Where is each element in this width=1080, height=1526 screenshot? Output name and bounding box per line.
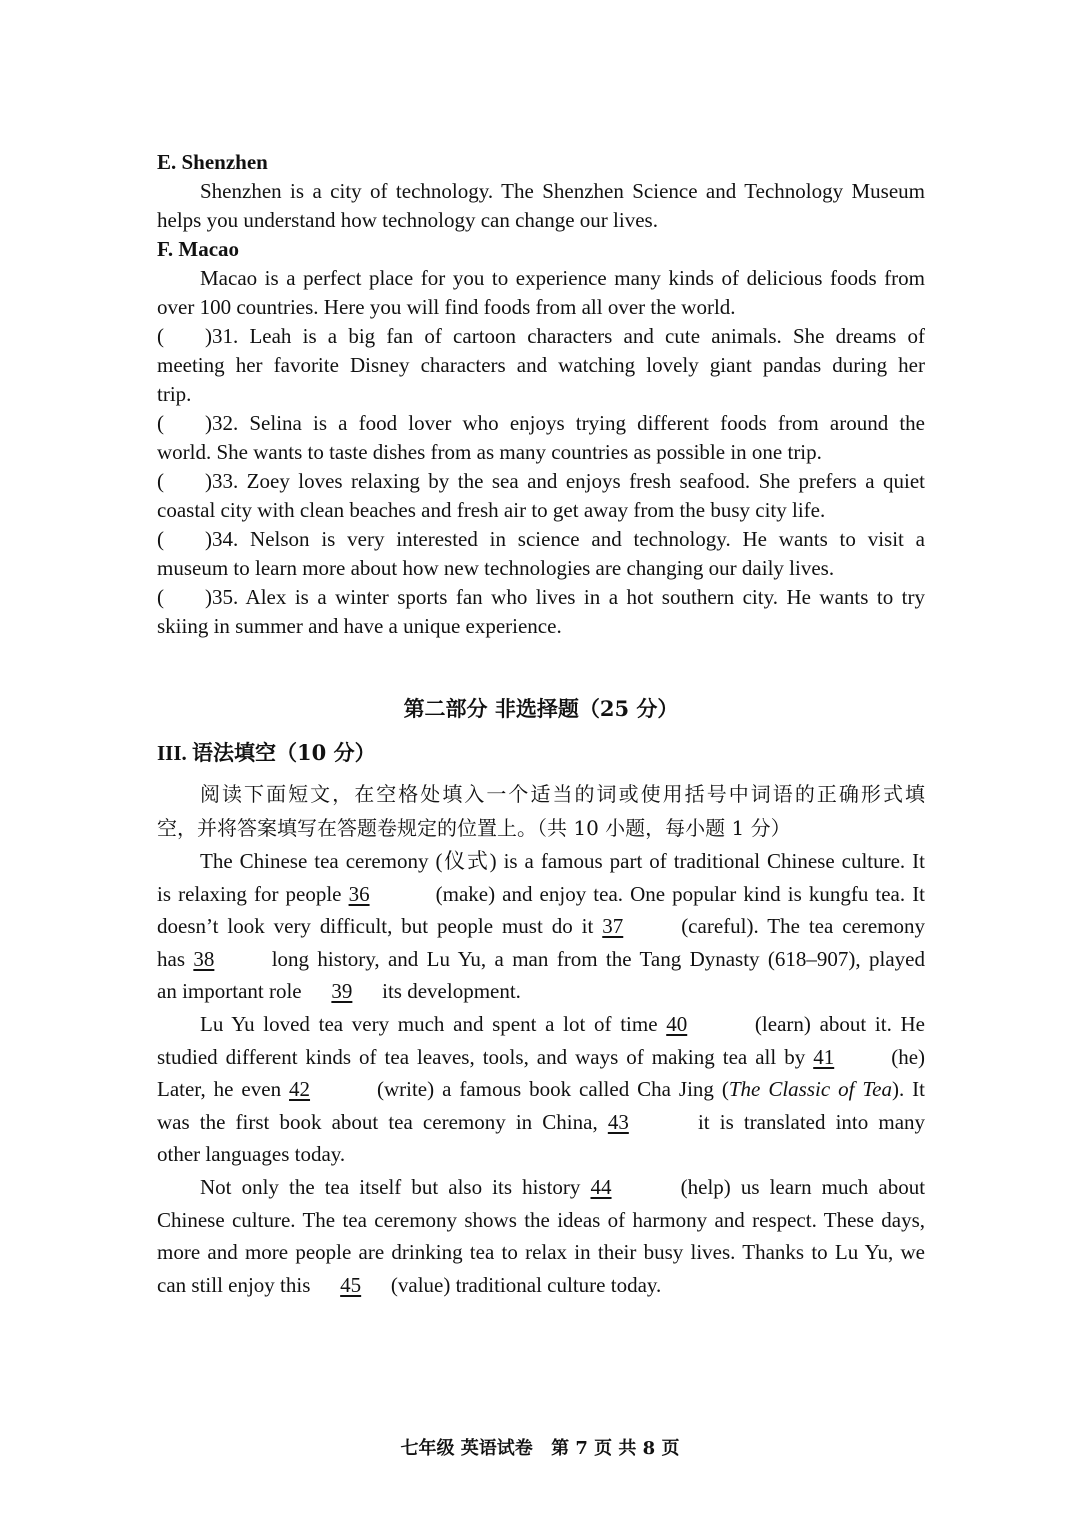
blank-41[interactable]: 41 (813, 1044, 835, 1069)
passage-line: can still enjoy this 45 (value) traditional culture today. (157, 1269, 925, 1302)
instructions (157, 777, 925, 845)
question-line: trip. (157, 382, 192, 406)
blank-43[interactable]: 43 (607, 1109, 629, 1134)
question-line: world. She wants to taste dishes from as many countries as possible in one trip. (157, 440, 822, 464)
question-34 (157, 525, 925, 583)
question-line: meeting her favorite Disney characters and watching lovely giant pandas during her (157, 353, 925, 377)
passage-line: more and more people are drinking tea to relax in their busy lives. Thanks to Lu Yu, we (157, 1240, 925, 1265)
passage-line: Chinese culture. The tea ceremony shows the ideas of harmony and respect. These days, (157, 1207, 925, 1232)
passage-line: other languages today. (157, 1142, 346, 1167)
blank-39[interactable]: 39 (331, 979, 353, 1004)
section-e-line: Shenzhen is a city of technology. The Shenzhen Science and Technology Museum (200, 179, 925, 203)
blank-40[interactable]: 40 (666, 1011, 688, 1036)
blank-37[interactable]: 37 (602, 914, 624, 939)
passage-line: The Chinese tea ceremony (仪式) is a famous part of traditional Chinese culture. It (200, 849, 925, 873)
answer-paren[interactable]: ( (157, 324, 164, 348)
passage-paragraph-2 (157, 1008, 925, 1171)
instruction-line: 阅读下面短文，在空格处填入一个适当的词或使用括号中词语的正确形式填 (200, 782, 925, 806)
question-line: ( )33. Zoey loves relaxing by the sea and enjoys fresh seafood. She prefers a quiet (157, 467, 925, 496)
question-line: ( )32. Selina is a food lover who enjoys trying different foods from around the (157, 409, 925, 438)
question-line: coastal city with clean beaches and fresh air to get away from the busy city life. (157, 498, 826, 522)
passage-paragraph-3 (157, 1171, 925, 1301)
section-number: III. (157, 741, 187, 765)
page-footer (0, 1434, 1080, 1460)
question-line: ( )34. Nelson is very interested in science and technology. He wants to visit a (157, 525, 925, 554)
question-line: skiing in summer and have a unique experience. (157, 614, 562, 638)
section-f-line: Macao is a perfect place for you to experience many kinds of delicious foods from (200, 266, 925, 290)
passage-line: doesn’t look very difficult, but people must do it 37 (careful). The tea ceremony (157, 910, 925, 943)
passage-line: has 38 long history, and Lu Yu, a man from the Tang Dynasty (618–907), played (157, 943, 925, 976)
blank-42[interactable]: 42 (289, 1077, 311, 1102)
blank-36[interactable]: 36 (348, 881, 370, 906)
answer-paren[interactable]: ( (157, 411, 164, 435)
passage-line: Not only the tea itself but also its history 44 (help) us learn much about (157, 1171, 925, 1204)
instruction-line: 空，并将答案填写在答题卷规定的位置上。（共 10 小题，每小题 1 分） (157, 816, 791, 840)
passage-line: Lu Yu loved tea very much and spent a lot of time 40 (learn) about it. He (157, 1008, 925, 1041)
section-three-title (157, 737, 925, 767)
question-33 (157, 467, 925, 525)
page-number: 第 7 页 共 8 页 (551, 1438, 680, 1459)
question-31 (157, 322, 925, 409)
answer-paren[interactable]: ( (157, 527, 164, 551)
passage-paragraph-1 (157, 845, 925, 1008)
question-35 (157, 583, 925, 641)
blank-45[interactable]: 45 (340, 1272, 362, 1297)
answer-paren[interactable]: ( (157, 585, 164, 609)
question-line: ( )31. Leah is a big fan of cartoon characters and cute animals. She dreams of (157, 322, 925, 351)
section-e-line: helps you understand how technology can change our lives. (157, 208, 658, 232)
exam-page (157, 148, 925, 1301)
passage-line: an important role 39 its development. (157, 975, 925, 1008)
section-f-heading: F. Macao (157, 237, 240, 261)
passage-line: Later, he even 42 (write) a famous book called Cha Jing (The Classic of Tea). It (157, 1073, 925, 1106)
section-e-heading: E. Shenzhen (157, 150, 268, 174)
question-line: museum to learn more about how new technologies are changing our daily lives. (157, 556, 835, 580)
passage-line: studied different kinds of tea leaves, tools, and ways of making tea all by 41 (he) (157, 1041, 925, 1074)
passage-line: is relaxing for people 36 (make) and enjoy tea. One popular kind is kungfu tea. It (157, 878, 925, 911)
blank-38[interactable]: 38 (193, 946, 215, 971)
question-line: ( )35. Alex is a winter sports fan who lives in a hot southern city. He wants to try (157, 583, 925, 612)
part-two-title: 第二部分 非选择题（25 分） (403, 696, 679, 721)
blank-44[interactable]: 44 (590, 1174, 612, 1199)
section-title-text: 语法填空（10 分） (192, 740, 376, 765)
answer-paren[interactable]: ( (157, 469, 164, 493)
passage-line: was the first book about tea ceremony in China, 43 it is translated into many (157, 1106, 925, 1139)
section-f-line: over 100 countries. Here you will find foods from all over the world. (157, 295, 736, 319)
grade-subject: 七年级 英语试卷 (400, 1438, 533, 1459)
question-32 (157, 409, 925, 467)
